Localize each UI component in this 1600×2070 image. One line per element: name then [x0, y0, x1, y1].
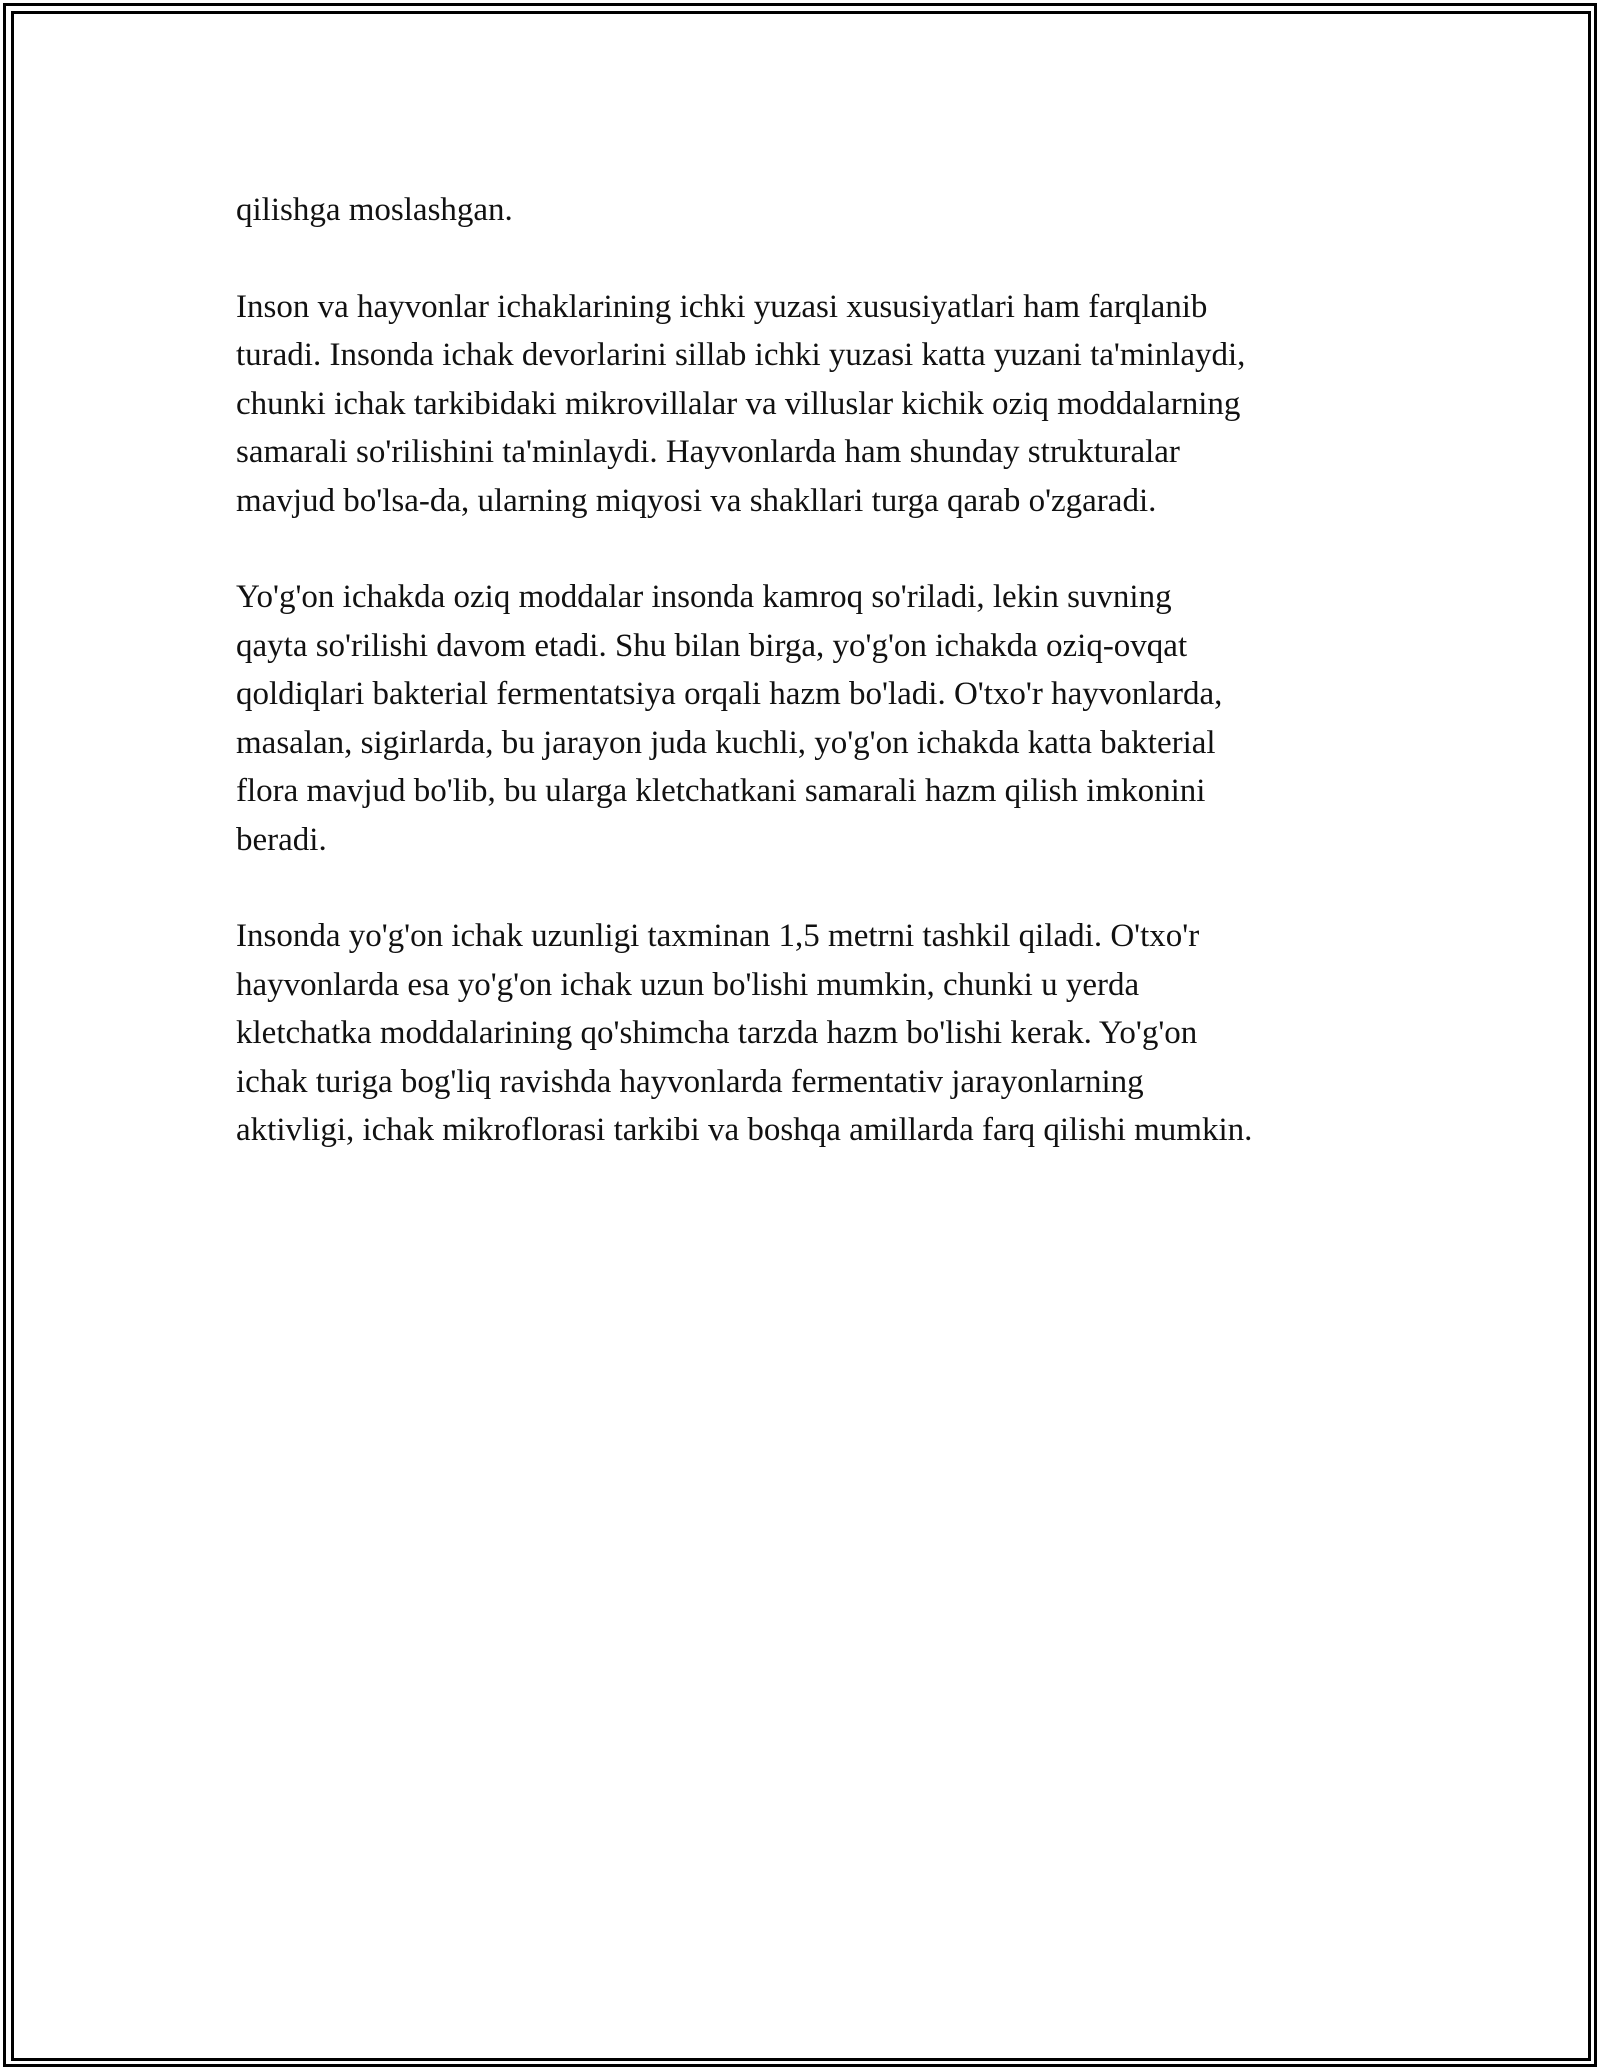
paragraph-1 [236, 186, 1396, 235]
text-line: qilishga moslashgan. [236, 192, 513, 228]
document-body [236, 186, 1396, 1203]
text-line: ichak turiga bog'liq ravishda hayvonlarda fermentativ jarayonlarning [236, 1063, 1144, 1100]
text-line: aktivligi, ichak mikroflorasi tarkibi va boshqa amillarda farq qilishi mumkin. [236, 1112, 1253, 1148]
text-line: qoldiqlari bakterial fermentatsiya orqali hazm bo'ladi. O'txo'r hayvonlarda, [236, 676, 1223, 712]
text-line: samarali so'rilishini ta'minlaydi. Hayvonlarda ham shunday strukturalar [236, 434, 1180, 470]
text-line: kletchatka moddalarining qo'shimcha tarzda hazm bo'lishi kerak. Yo'g'on [236, 1015, 1198, 1051]
text-line: chunki ichak tarkibidaki mikrovillalar va villuslar kichik oziq moddalarning [236, 385, 1241, 422]
paragraph-2 [236, 283, 1396, 526]
paragraph-4 [236, 912, 1396, 1155]
text-line: hayvonlarda esa yo'g'on ichak uzun bo'lishi mumkin, chunki u yerda [236, 966, 1140, 1003]
text-line: Yo'g'on ichakda oziq moddalar insonda kamroq so'riladi, lekin suvning [236, 579, 1172, 615]
text-line: Inson va hayvonlar ichaklarining ichki yuzasi xususiyatlari ham farqlanib [236, 288, 1208, 325]
text-line: mavjud bo'lsa-da, ularning miqyosi va shakllari turga qarab o'zgaradi. [236, 482, 1157, 519]
paragraph-3 [236, 573, 1396, 864]
text-line: flora mavjud bo'lib, bu ularga kletchatkani samarali hazm qilish imkonini [236, 773, 1206, 809]
text-line: Insonda yo'g'on ichak uzunligi taxminan 1,5 metrni tashkil qiladi. O'txo'r [236, 918, 1200, 954]
text-line: turadi. Insonda ichak devorlarini sillab ichki yuzasi katta yuzani ta'minlaydi, [236, 337, 1246, 373]
text-line: masalan, sigirlarda, bu jarayon juda kuchli, yo'g'on ichakda katta bakterial [236, 724, 1216, 761]
text-line: qayta so'rilishi davom etadi. Shu bilan birga, yo'g'on ichakda oziq-ovqat [236, 627, 1188, 664]
text-line: beradi. [236, 821, 327, 858]
